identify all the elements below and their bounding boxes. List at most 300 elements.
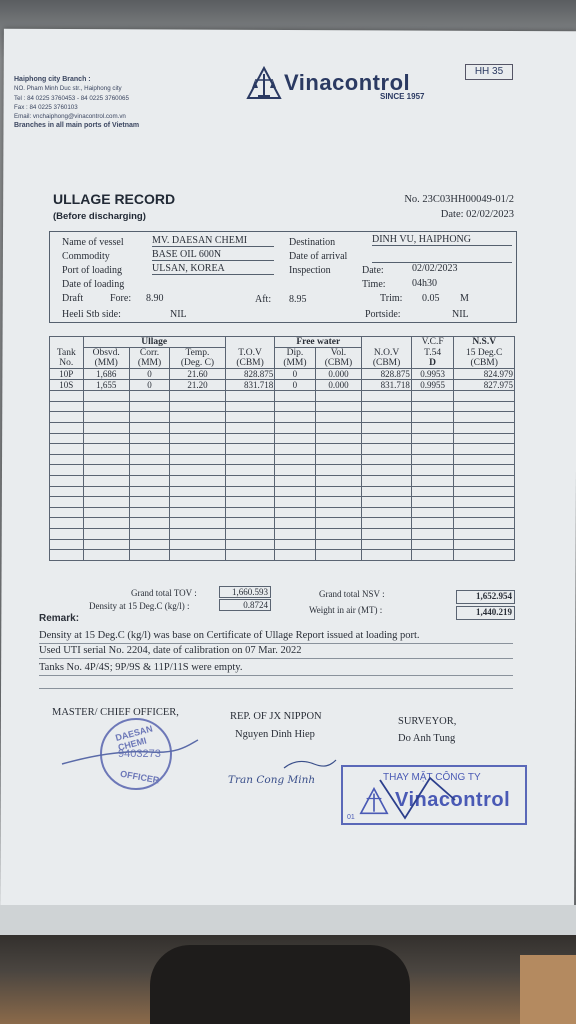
- cell-empty: [362, 444, 412, 455]
- remark-line-1: Density at 15 Deg.C (kg/l) was base on Certificate of Ullage Report issued at loading port.: [39, 630, 420, 641]
- time-label: Time:: [362, 279, 386, 290]
- branch-tel: Tel : 84 0225 3760453 - 84 0225 3760065: [14, 94, 129, 102]
- th-dip: Dip.: [275, 348, 315, 359]
- cell-empty: [129, 454, 169, 465]
- stamp-vessel-number: 9403273: [118, 748, 161, 760]
- cell-empty: [170, 497, 226, 508]
- cell-empty: [83, 444, 129, 455]
- density-label: Density at 15 Deg.C (kg/l) :: [89, 601, 190, 611]
- th-blank: [50, 337, 84, 348]
- cell-nsv: 827.975: [454, 380, 515, 391]
- cell-empty: [129, 475, 169, 486]
- remark-rule: [39, 675, 513, 676]
- cell-empty: [454, 550, 515, 561]
- company-stamp-logo: Vinacontrol: [395, 789, 511, 811]
- cell-empty: [170, 454, 226, 465]
- cell-empty: [129, 518, 169, 529]
- cell-empty: [362, 507, 412, 518]
- th-temp: Temp.: [170, 348, 226, 359]
- remark-label: Remark:: [39, 613, 80, 624]
- cell-nov: 831.718: [362, 380, 412, 391]
- cell-empty: [362, 433, 412, 444]
- remark-line-3: Tanks No. 4P/4S; 9P/9S & 11P/11S were empty.: [39, 662, 243, 673]
- document-title: ULLAGE RECORD: [53, 191, 176, 207]
- weight-value: 1,440.219: [456, 606, 515, 620]
- branch-address: NO. Pham Minh Duc str., Haiphong city: [14, 85, 122, 93]
- cell-empty: [315, 454, 362, 465]
- cell-empty: [275, 444, 315, 455]
- destination-value: DINH VU, HAIPHONG: [372, 234, 512, 246]
- th-vcf-d: D: [411, 358, 454, 369]
- form-code: HH 35: [465, 64, 513, 80]
- cell-empty: [170, 550, 226, 561]
- table-row-empty: [50, 444, 515, 455]
- cell-empty: [362, 465, 412, 476]
- cell-empty: [275, 507, 315, 518]
- cell-empty: [315, 412, 362, 423]
- cell-empty: [315, 539, 362, 550]
- cell-empty: [362, 518, 412, 529]
- cell-empty: [275, 465, 315, 476]
- remark-rule: [39, 688, 513, 689]
- cell-empty: [411, 412, 454, 423]
- trim-unit: M: [460, 293, 469, 304]
- rep-signature-label: REP. OF JX NIPPON: [230, 711, 322, 722]
- master-signature-scribble: [60, 736, 200, 776]
- cell-empty: [315, 422, 362, 433]
- cell-empty: [83, 507, 129, 518]
- fore-value: 8.90: [146, 293, 164, 304]
- cell-empty: [362, 454, 412, 465]
- cell-empty: [275, 401, 315, 412]
- cell-empty: [275, 454, 315, 465]
- th-corr: Corr.: [129, 348, 169, 359]
- cell-empty: [362, 475, 412, 486]
- branch-note: Branches in all main ports of Vietnam: [14, 122, 140, 130]
- grand-tov-value: 1,660.593: [219, 586, 271, 598]
- document-number: No. 23C03HH00049-01/2: [404, 194, 514, 205]
- cell-empty: [362, 486, 412, 497]
- dark-object: [150, 945, 410, 1024]
- branch-fax: Fax : 84 0225 3760103: [14, 103, 78, 111]
- th-obsvd-unit: (MM): [83, 358, 129, 369]
- cell-empty: [83, 518, 129, 529]
- th-tov: T.O.V: [225, 348, 275, 359]
- inspection-date-label: Date:: [362, 265, 384, 276]
- cell-empty: [225, 412, 275, 423]
- cell-empty: [129, 391, 169, 402]
- cell-empty: [50, 475, 84, 486]
- arrival-label: Date of arrival: [289, 251, 348, 262]
- cell-empty: [362, 528, 412, 539]
- document-number-date: [404, 192, 514, 222]
- handwritten-signature: Tran Cong Minh: [228, 774, 316, 786]
- cell-empty: [129, 433, 169, 444]
- cell-empty: [454, 433, 515, 444]
- cell-empty: [225, 422, 275, 433]
- logo-text: Vinacontrol: [284, 70, 411, 95]
- cell-vol: 0.000: [315, 369, 362, 380]
- th-vcf-table: T.54: [411, 348, 454, 359]
- cell-empty: [362, 539, 412, 550]
- port-loading-label: Port of loading: [62, 265, 122, 276]
- cell-empty: [411, 539, 454, 550]
- cell-tov: 831.718: [225, 380, 275, 391]
- cell-empty: [411, 550, 454, 561]
- vessel-info-box: [49, 231, 517, 323]
- cell-empty: [275, 433, 315, 444]
- cell-empty: [315, 444, 362, 455]
- cell-empty: [50, 391, 84, 402]
- cell-temp: 21.60: [170, 369, 226, 380]
- cell-empty: [411, 422, 454, 433]
- cell-empty: [315, 497, 362, 508]
- cell-empty: [225, 486, 275, 497]
- cell-empty: [362, 412, 412, 423]
- weight-label: Weight in air (MT) :: [309, 605, 383, 615]
- cell-empty: [225, 433, 275, 444]
- cell-empty: [411, 444, 454, 455]
- table-row-empty: [50, 550, 515, 561]
- th-tank: Tank: [50, 348, 84, 359]
- cell-empty: [50, 518, 84, 529]
- th-dip-unit: (MM): [275, 358, 315, 369]
- cell-empty: [170, 475, 226, 486]
- table-row-empty: [50, 391, 515, 402]
- cell-empty: [454, 422, 515, 433]
- cell-empty: [83, 391, 129, 402]
- cell-empty: [83, 475, 129, 486]
- cell-empty: [275, 550, 315, 561]
- company-stamp-caption: THAY MẶT CÔNG TY: [383, 772, 481, 783]
- table-row-empty: [50, 507, 515, 518]
- cell-empty: [454, 401, 515, 412]
- cell-empty: [129, 497, 169, 508]
- cell-empty: [170, 422, 226, 433]
- th-temp-unit: (Deg. C): [170, 358, 226, 369]
- cell-empty: [454, 391, 515, 402]
- grand-nsv-label: Grand total NSV :: [319, 589, 385, 599]
- cell-empty: [50, 412, 84, 423]
- time-value: 04h30: [412, 278, 437, 289]
- cell-empty: [411, 454, 454, 465]
- cell-empty: [83, 422, 129, 433]
- table-row-empty: [50, 518, 515, 529]
- cell-empty: [454, 518, 515, 529]
- th-vol: Vol.: [315, 348, 362, 359]
- th-nsv-temp: 15 Deg.C: [454, 348, 515, 359]
- cell-empty: [454, 412, 515, 423]
- surveyor-signature-scribble: [360, 770, 480, 830]
- cell-empty: [50, 550, 84, 561]
- cell-empty: [50, 507, 84, 518]
- cell-nov: 828.875: [362, 369, 412, 380]
- inspection-label: Inspection: [289, 265, 331, 276]
- cell-empty: [275, 528, 315, 539]
- cell-empty: [129, 486, 169, 497]
- cell-empty: [170, 539, 226, 550]
- cell-empty: [83, 539, 129, 550]
- cell-empty: [50, 454, 84, 465]
- cell-tov: 828.875: [225, 369, 275, 380]
- stamp-officer: OFFICER: [119, 768, 161, 786]
- ullage-table: [49, 336, 515, 561]
- cell-empty: [83, 486, 129, 497]
- cell-empty: [411, 433, 454, 444]
- th-corr-unit: (MM): [129, 358, 169, 369]
- vessel-value: MV. DAESAN CHEMI: [152, 235, 274, 247]
- cell-empty: [170, 401, 226, 412]
- cell-empty: [50, 444, 84, 455]
- th-blank: [362, 337, 412, 348]
- cell-temp: 21.20: [170, 380, 226, 391]
- vessel-label: Name of vessel: [62, 237, 124, 248]
- cell-empty: [50, 528, 84, 539]
- cell-empty: [315, 465, 362, 476]
- totals-section: [49, 586, 515, 622]
- cell-dip: 0: [275, 369, 315, 380]
- cell-empty: [225, 475, 275, 486]
- cell-vcf: 0.9955: [411, 380, 454, 391]
- document-subtitle: (Before discharging): [53, 211, 146, 222]
- cell-empty: [411, 518, 454, 529]
- cell-empty: [83, 528, 129, 539]
- floor-tile: [520, 955, 576, 1024]
- th-blank: [225, 337, 275, 348]
- th-vol-unit: (CBM): [315, 358, 362, 369]
- surveyor-name: Do Anh Tung: [398, 733, 456, 744]
- cell-nsv: 824.979: [454, 369, 515, 380]
- table-row-empty: [50, 433, 515, 444]
- table-row-empty: [50, 539, 515, 550]
- aft-value: 8.95: [289, 294, 307, 305]
- rep-signature-scribble: [280, 754, 340, 774]
- cell-empty: [129, 539, 169, 550]
- cell-empty: [275, 518, 315, 529]
- aft-label: Aft:: [255, 294, 272, 305]
- grand-nsv-value: 1,652.954: [456, 590, 515, 604]
- cell-empty: [170, 528, 226, 539]
- cell-empty: [83, 465, 129, 476]
- cell-empty: [315, 391, 362, 402]
- cell-empty: [315, 475, 362, 486]
- table-row-empty: [50, 528, 515, 539]
- cell-empty: [83, 454, 129, 465]
- cell-empty: [275, 497, 315, 508]
- cell-obsvd: 1,655: [83, 380, 129, 391]
- date-loading-label: Date of loading: [62, 279, 125, 290]
- table-row: [50, 369, 515, 380]
- th-obsvd: Obsvd.: [83, 348, 129, 359]
- heel-value: NIL: [170, 309, 187, 320]
- table-row-empty: [50, 475, 515, 486]
- stamp-vessel-name: DAESAN CHEMI: [114, 723, 154, 753]
- cell-empty: [129, 528, 169, 539]
- portside-label: Portside:: [365, 309, 401, 320]
- table-row-empty: [50, 497, 515, 508]
- th-nov-unit: (CBM): [362, 358, 412, 369]
- cell-empty: [225, 528, 275, 539]
- cell-empty: [315, 550, 362, 561]
- portside-value: NIL: [452, 309, 469, 320]
- th-ullage: Ullage: [83, 337, 225, 348]
- cell-empty: [362, 497, 412, 508]
- cell-corr: 0: [129, 369, 169, 380]
- cell-empty: [454, 465, 515, 476]
- cell-empty: [129, 550, 169, 561]
- cell-empty: [362, 401, 412, 412]
- port-loading-value: ULSAN, KOREA: [152, 263, 274, 275]
- heel-label: Heeli Stb side:: [62, 309, 121, 320]
- cell-empty: [454, 528, 515, 539]
- cell-empty: [315, 518, 362, 529]
- cell-empty: [454, 539, 515, 550]
- cell-empty: [411, 486, 454, 497]
- cell-empty: [83, 433, 129, 444]
- cell-empty: [411, 391, 454, 402]
- cell-empty: [225, 497, 275, 508]
- remark-rule: [39, 658, 513, 659]
- table-row-empty: [50, 401, 515, 412]
- cell-empty: [50, 465, 84, 476]
- cell-empty: [454, 507, 515, 518]
- branch-email: Email: vnchaiphong@vinacontrol.com.vn: [14, 113, 126, 121]
- table-row-empty: [50, 486, 515, 497]
- table-row-empty: [50, 422, 515, 433]
- cell-empty: [362, 391, 412, 402]
- table-row-empty: [50, 412, 515, 423]
- cell-empty: [225, 539, 275, 550]
- cell-empty: [170, 391, 226, 402]
- trim-label: Trim:: [380, 293, 403, 304]
- th-nsv: N.S.V: [454, 337, 515, 348]
- cell-empty: [50, 486, 84, 497]
- cell-empty: [170, 433, 226, 444]
- cell-empty: [275, 422, 315, 433]
- cell-empty: [225, 401, 275, 412]
- cell-empty: [129, 507, 169, 518]
- cell-empty: [50, 539, 84, 550]
- cell-empty: [454, 486, 515, 497]
- cell-tank: 10S: [50, 380, 84, 391]
- cell-empty: [411, 465, 454, 476]
- remark-rule: [39, 643, 513, 644]
- master-signature-label: MASTER/ CHIEF OFFICER,: [52, 707, 179, 718]
- th-free-water: Free water: [275, 337, 362, 348]
- cell-empty: [275, 412, 315, 423]
- cell-empty: [129, 401, 169, 412]
- cell-empty: [315, 401, 362, 412]
- surveyor-signature-label: SURVEYOR,: [398, 716, 457, 727]
- cell-empty: [411, 475, 454, 486]
- cell-empty: [362, 422, 412, 433]
- cell-empty: [83, 550, 129, 561]
- th-nsv-unit: (CBM): [454, 358, 515, 369]
- cell-empty: [275, 486, 315, 497]
- cell-empty: [315, 507, 362, 518]
- cell-empty: [315, 528, 362, 539]
- cell-empty: [170, 486, 226, 497]
- th-vcf: V.C.F: [411, 337, 454, 348]
- cell-empty: [83, 401, 129, 412]
- table-row-empty: [50, 454, 515, 465]
- cell-empty: [170, 444, 226, 455]
- document-date: Date: 02/02/2023: [440, 209, 514, 220]
- th-nov: N.O.V: [362, 348, 412, 359]
- cell-empty: [83, 412, 129, 423]
- cell-empty: [50, 433, 84, 444]
- cell-vcf: 0.9953: [411, 369, 454, 380]
- grand-tov-label: Grand total TOV :: [131, 588, 197, 598]
- cell-empty: [225, 518, 275, 529]
- cell-empty: [170, 518, 226, 529]
- cell-empty: [411, 401, 454, 412]
- th-tank-no: No.: [50, 358, 84, 369]
- table-header-row: [50, 348, 515, 359]
- th-tov-unit: (CBM): [225, 358, 275, 369]
- cell-empty: [170, 465, 226, 476]
- cell-empty: [225, 507, 275, 518]
- table-row-empty: [50, 465, 515, 476]
- cell-empty: [129, 412, 169, 423]
- cell-empty: [225, 550, 275, 561]
- cell-empty: [50, 497, 84, 508]
- cell-empty: [50, 422, 84, 433]
- table-row: [50, 380, 515, 391]
- table-header-row: [50, 358, 515, 369]
- branch-name: Haiphong city Branch :: [14, 76, 91, 83]
- company-stamp-number: 01: [347, 814, 355, 821]
- table-header-row: [50, 337, 515, 348]
- cell-vol: 0.000: [315, 380, 362, 391]
- cell-empty: [411, 497, 454, 508]
- commodity-label: Commodity: [62, 251, 110, 262]
- since-label: SINCE 1957: [380, 92, 425, 101]
- cell-empty: [411, 507, 454, 518]
- cell-obsvd: 1,686: [83, 369, 129, 380]
- cell-empty: [454, 454, 515, 465]
- cell-empty: [454, 497, 515, 508]
- inspection-date-value: 02/02/2023: [412, 263, 458, 274]
- cell-empty: [411, 528, 454, 539]
- cell-empty: [315, 486, 362, 497]
- density-value: 0.8724: [219, 599, 271, 611]
- cell-empty: [225, 454, 275, 465]
- cell-empty: [225, 444, 275, 455]
- cell-empty: [50, 401, 84, 412]
- cell-empty: [275, 539, 315, 550]
- branch-info: [14, 75, 139, 131]
- cell-empty: [129, 465, 169, 476]
- fore-label: Fore:: [110, 293, 132, 304]
- cell-dip: 0: [275, 380, 315, 391]
- cell-empty: [83, 497, 129, 508]
- cell-empty: [315, 433, 362, 444]
- rep-name: Nguyen Dinh Hiep: [235, 729, 315, 740]
- cell-empty: [454, 444, 515, 455]
- cell-empty: [225, 391, 275, 402]
- cell-empty: [454, 475, 515, 486]
- destination-label: Destination: [289, 237, 336, 248]
- cell-empty: [170, 412, 226, 423]
- trim-value: 0.05: [422, 293, 440, 304]
- scales-icon: [246, 66, 282, 100]
- remark-line-2: Used UTI serial No. 2204, date of calibration on 07 Mar. 2022: [39, 645, 302, 656]
- cell-empty: [129, 422, 169, 433]
- cell-corr: 0: [129, 380, 169, 391]
- empty-table-rows: [50, 391, 515, 561]
- cell-empty: [225, 465, 275, 476]
